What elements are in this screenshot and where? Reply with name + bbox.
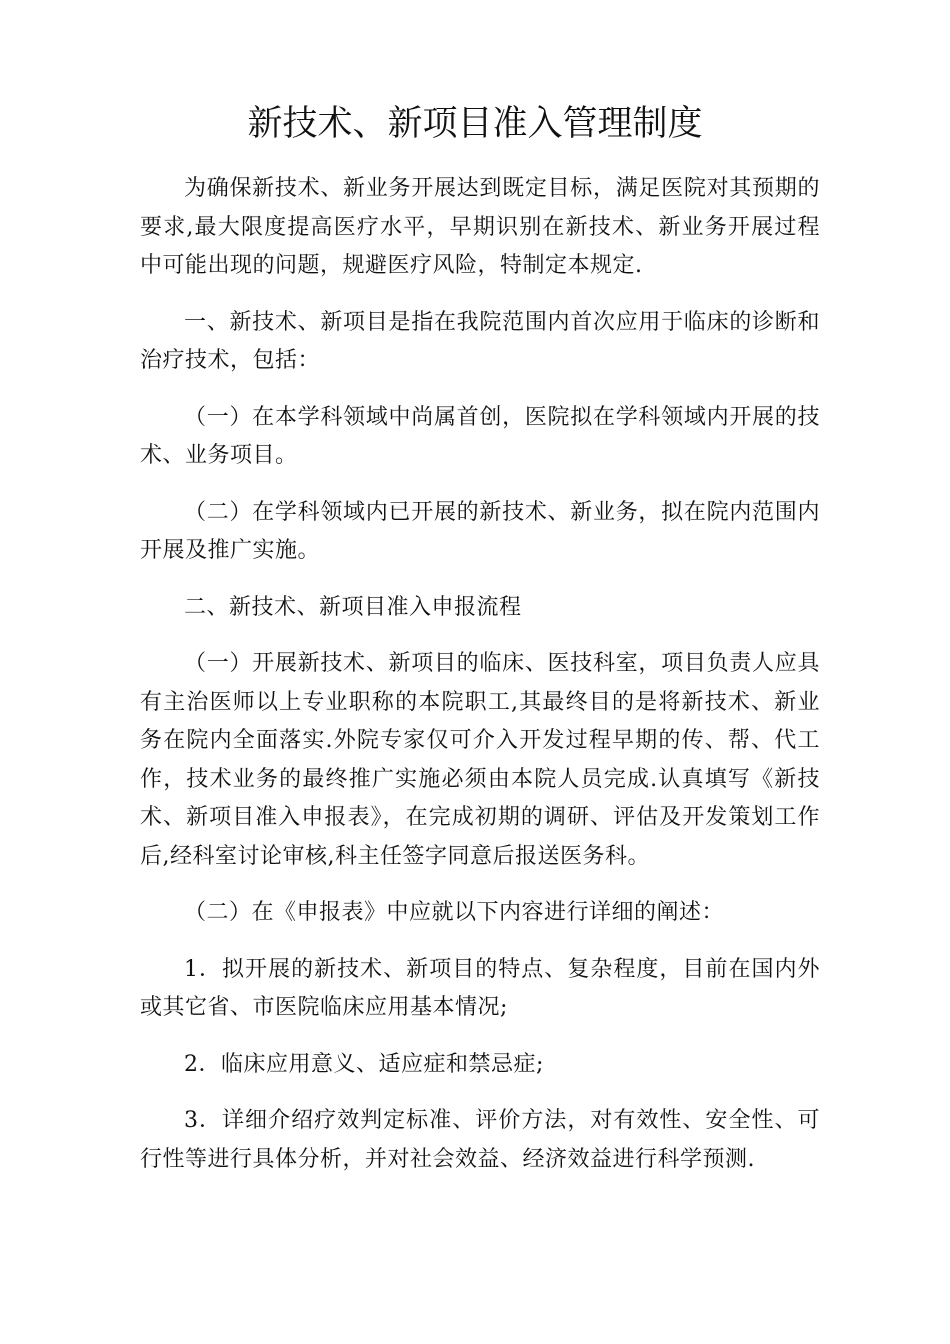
list-item-2: 2．临床应用意义、适应症和禁忌症; (184, 1051, 544, 1077)
section-1-heading: 一、新技术、新项目是指在我院范围内首次应用于临床的诊断和治疗技术，包括： (140, 309, 820, 373)
document-title: 新技术、新项目准入管理制度 (247, 104, 703, 144)
list-item-1: 1．拟开展的新技术、新项目的特点、复杂程度，目前在国内外或其它省、市医院临床应用基本情况; (140, 956, 820, 1020)
list-item-3: 3．详细介绍疗效判定标准、评价方法，对有效性、安全性、可行性等进行具体分析，并对社会效益、经济效益进行科学预测. (140, 1108, 820, 1172)
section-1-item-1: （一）在本学科领域中尚属首创，医院拟在学科领域内开展的技术、业务项目。 (140, 404, 820, 468)
section-2-heading: 二、新技术、新项目准入申报流程 (184, 594, 522, 620)
section-2-item-2: （二）在《申报表》中应就以下内容进行详细的阐述： (184, 900, 725, 925)
section-1-item-2: （二）在学科领域内已开展的新技术、新业务，拟在院内范围内开展及推广实施。 (140, 499, 820, 563)
section-2-item-1: （一）开展新技术、新项目的临床、医技科室，项目负责人应具有主治医师以上专业职称的本院职工,其最终目的是将新技术、新业务在院内全面落实.外院专家仅可介入开发过程早期的传、帮、代工作，技术业务的最终推广实施必须由本院人员完成.认真填写《新技术、新项目准入申报表》，在完成初期的调研、评估及开发策划工作后,经科室讨论审核,科主任签字同意后报送医务科。 (140, 651, 820, 869)
intro-paragraph: 为确保新技术、新业务开展达到既定目标，满足医院对其预期的要求,最大限度提高医疗水平，早期识别在新技术、新业务开展过程中可能出现的问题，规避医疗风险，特制定本规定. (140, 176, 820, 278)
document-body (140, 170, 820, 1197)
